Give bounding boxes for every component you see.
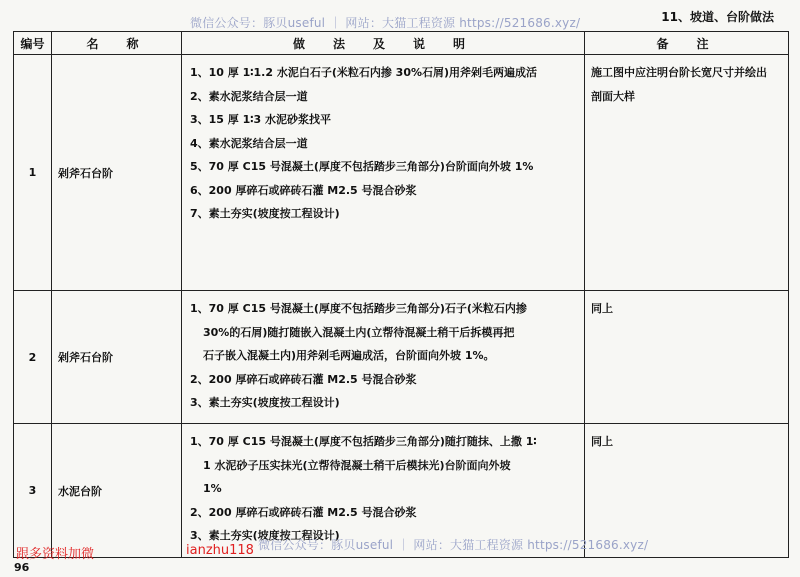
step-line: 6、200 厚碎石或碎砖石灌 M2.5 号混合砂浆 bbox=[190, 183, 417, 197]
row-name: 水泥台阶 bbox=[52, 424, 182, 558]
remark-line: 同上 bbox=[591, 302, 613, 315]
step-line: 4、素水泥浆结合层一道 bbox=[190, 136, 308, 150]
row-remark bbox=[585, 291, 789, 424]
step-line: 7、素土夯实(坡度按工程设计) bbox=[190, 207, 340, 220]
remark-line: 剖面大样 bbox=[591, 90, 635, 103]
step-line: 2、200 厚碎石或碎砖石灌 M2.5 号混合砂浆 bbox=[190, 505, 417, 519]
table-row bbox=[14, 291, 789, 424]
remark-line: 施工图中应注明台阶长宽尺寸并绘出 bbox=[591, 66, 767, 79]
step-line: 3、15 厚 1∶3 水泥砂浆找平 bbox=[190, 113, 331, 126]
page-number: 96 bbox=[14, 561, 30, 574]
row-name: 剁斧石台阶 bbox=[52, 55, 182, 291]
footer-contact-id: ianzhu118 bbox=[186, 543, 254, 558]
header-no: 编号 bbox=[14, 32, 52, 55]
step-line: 1、70 厚 C15 号混凝土(厚度不包括踏步三角部分)石子(米粒石内掺 bbox=[190, 302, 527, 315]
header-name: 名 称 bbox=[52, 32, 182, 55]
step-line: 30%的石屑)随打随嵌入混凝土内(立帮待混凝土稍干后拆模再把 bbox=[203, 325, 515, 339]
step-line: 1、10 厚 1∶1.2 水泥白石子(米粒石内掺 30%石屑)用斧剁毛两遍成活 bbox=[190, 66, 538, 79]
row-steps bbox=[182, 291, 585, 424]
row-name: 剁斧石台阶 bbox=[52, 291, 182, 424]
table-header-row bbox=[14, 32, 789, 55]
step-line: 2、200 厚碎石或碎砖石灌 M2.5 号混合砂浆 bbox=[190, 372, 417, 386]
step-line: 石子嵌入混凝土内)用斧剁毛两遍成活，台阶面向外坡 1%。 bbox=[203, 349, 495, 362]
construction-method-table bbox=[13, 31, 789, 558]
step-line: 3、素土夯实(坡度按工程设计) bbox=[190, 396, 340, 409]
row-number: 3 bbox=[14, 424, 52, 558]
row-number: 1 bbox=[14, 55, 52, 291]
header-method: 做 法 及 说 明 bbox=[182, 32, 585, 55]
watermark-top: 微信公众号：豚贝useful ｜ 网站：大猫工程资源 https://521686.xyz/ bbox=[190, 16, 581, 30]
table-row bbox=[14, 55, 789, 291]
step-line: 1% bbox=[203, 482, 222, 495]
step-line: 1 水泥砂子压实抹光(立帮待混凝土稍干后模抹光)台阶面向外坡 bbox=[203, 458, 511, 472]
row-steps bbox=[182, 55, 585, 291]
watermark-bottom: 微信公众号：豚贝useful ｜ 网站：大猫工程资源 https://521686.xyz/ bbox=[258, 538, 649, 552]
step-line: 2、素水泥浆结合层一道 bbox=[190, 89, 308, 103]
step-line: 1、70 厚 C15 号混凝土(厚度不包括踏步三角部分)随打随抹、上撒 1∶ bbox=[190, 435, 537, 448]
footer-contact-text: 跟多资料加微 bbox=[16, 547, 95, 562]
remark-line: 同上 bbox=[591, 435, 613, 448]
row-remark bbox=[585, 55, 789, 291]
row-number: 2 bbox=[14, 291, 52, 424]
step-line: 5、70 厚 C15 号混凝土(厚度不包括踏步三角部分)台阶面向外坡 1% bbox=[190, 160, 534, 173]
header-remark: 备 注 bbox=[585, 32, 789, 55]
section-title: 11、坡道、台阶做法 bbox=[661, 10, 774, 24]
step-line: 3、素土夯实(坡度按工程设计) bbox=[190, 529, 340, 542]
